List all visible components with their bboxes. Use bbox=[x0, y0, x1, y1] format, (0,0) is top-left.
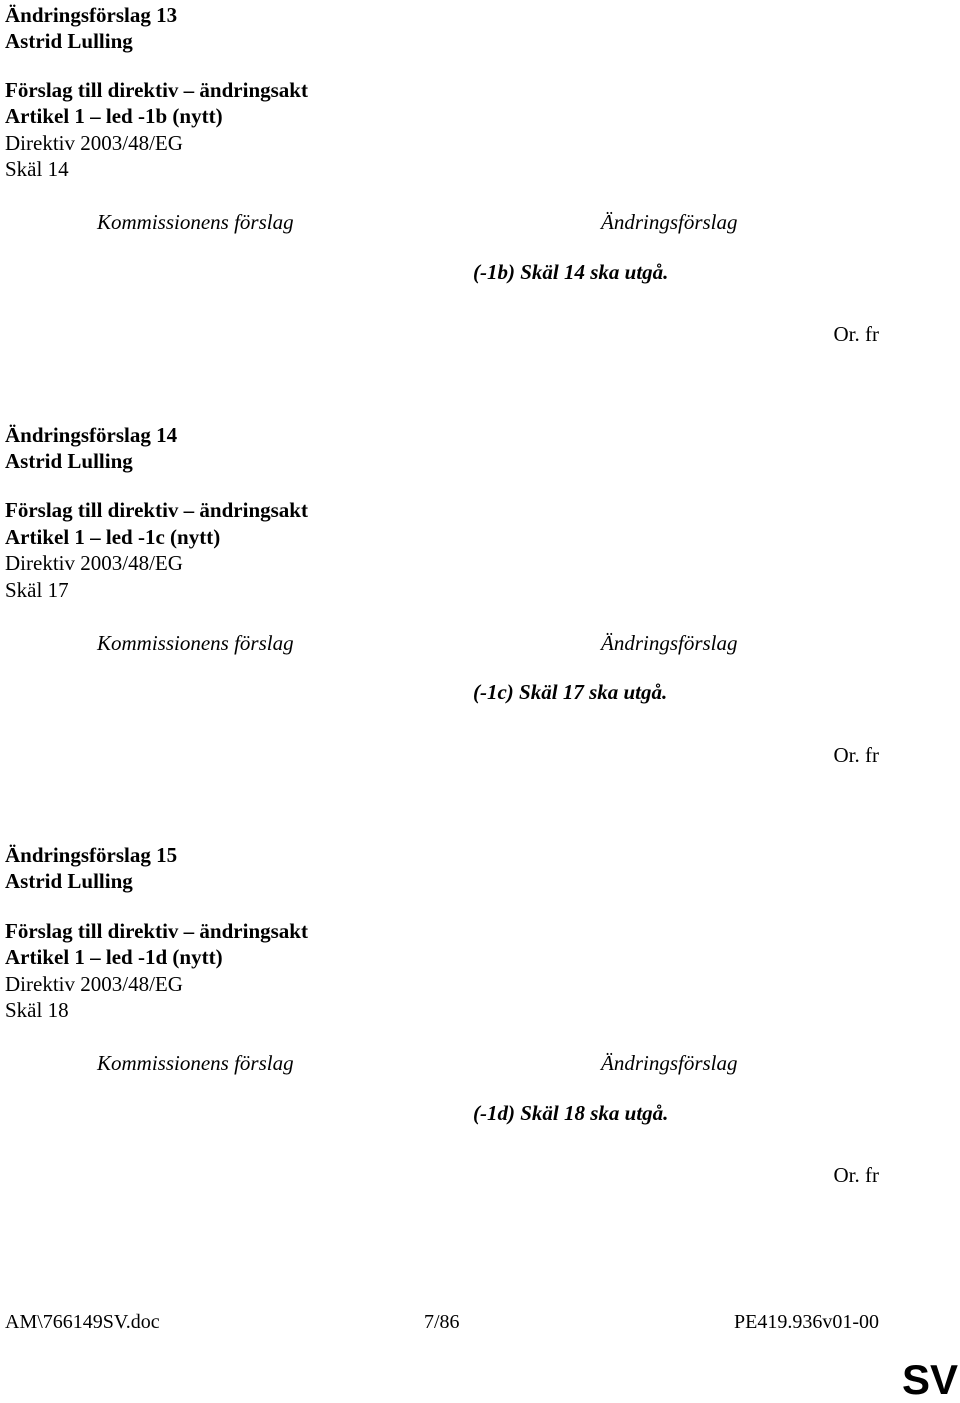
amendment-author: Astrid Lulling bbox=[5, 449, 133, 473]
amendment-column-header: Ändringsförslag bbox=[601, 631, 738, 655]
commission-proposal-header: Kommissionens förslag bbox=[97, 631, 294, 655]
footer-doc-ref: AM\766149SV.doc bbox=[5, 1311, 160, 1333]
amendment-text: (-1d) Skäl 18 ska utgå. bbox=[473, 1101, 669, 1125]
article-ref: Artikel 1 – led -1c (nytt) bbox=[5, 525, 221, 549]
recital-ref: Skäl 14 bbox=[5, 157, 69, 181]
amendment-number: Ändringsförslag 15 bbox=[5, 843, 178, 867]
commission-proposal-header: Kommissionens förslag bbox=[97, 1051, 294, 1075]
amendment-number: Ändringsförslag 14 bbox=[5, 423, 178, 447]
amendment-number: Ändringsförslag 13 bbox=[5, 3, 178, 27]
amendment-column-header: Ändringsförslag bbox=[601, 210, 738, 234]
proposal-title: Förslag till direktiv – ändringsakt bbox=[5, 498, 308, 522]
amendment-text: (-1b) Skäl 14 ska utgå. bbox=[473, 260, 669, 284]
amendment-author: Astrid Lulling bbox=[5, 29, 133, 53]
language-code: SV bbox=[901, 1356, 958, 1403]
recital-ref: Skäl 17 bbox=[5, 578, 69, 602]
amendment-author: Astrid Lulling bbox=[5, 869, 133, 893]
article-ref: Artikel 1 – led -1b (nytt) bbox=[5, 104, 223, 128]
directive-ref: Direktiv 2003/48/EG bbox=[5, 972, 183, 996]
original-language: Or. fr bbox=[833, 1163, 879, 1187]
original-language: Or. fr bbox=[833, 322, 879, 346]
footer-pe-ref: PE419.936v01-00 bbox=[734, 1311, 879, 1333]
directive-ref: Direktiv 2003/48/EG bbox=[5, 131, 183, 155]
article-ref: Artikel 1 – led -1d (nytt) bbox=[5, 945, 223, 969]
footer-page-number: 7/86 bbox=[424, 1311, 460, 1333]
original-language: Or. fr bbox=[833, 743, 879, 767]
amendment-text: (-1c) Skäl 17 ska utgå. bbox=[473, 680, 668, 704]
amendment-column-header: Ändringsförslag bbox=[601, 1051, 738, 1075]
recital-ref: Skäl 18 bbox=[5, 998, 69, 1022]
proposal-title: Förslag till direktiv – ändringsakt bbox=[5, 78, 308, 102]
commission-proposal-header: Kommissionens förslag bbox=[97, 210, 294, 234]
directive-ref: Direktiv 2003/48/EG bbox=[5, 551, 183, 575]
proposal-title: Förslag till direktiv – ändringsakt bbox=[5, 919, 308, 943]
